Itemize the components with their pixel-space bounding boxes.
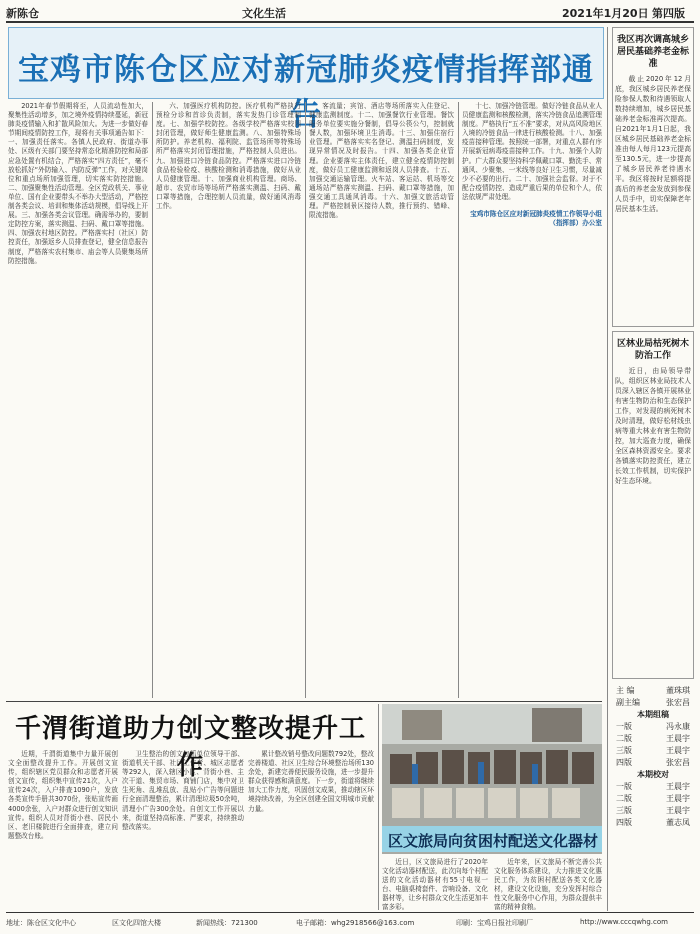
footer-web-link[interactable]: http://www.cccqwhg.com <box>580 918 668 926</box>
sidebar-divider <box>607 27 608 911</box>
notice-column-2 <box>156 102 301 698</box>
credit-heading: 本期校对 <box>637 770 669 779</box>
page-footer <box>6 915 694 929</box>
credit-heading: 本期组稿 <box>637 710 669 719</box>
credit-label: 四版 <box>616 758 632 767</box>
credit-label: 一版 <box>616 782 632 791</box>
credit-row <box>612 685 694 697</box>
notice-text: 客流量；宾馆、酒店等场所落实入住登记、健康监测制度。十二、加强餐饮行业管理。餐饮服务单位要实施分餐制，倡导公筷公勺，控制就餐人数，加强环境卫生消毒。十三、加强住宿行业管理。严格落实实名登记、测温扫码制度，发现异常情况及时报告。十四、加强各类企业管理。企业要落实主体责任，建立健全疫情防控制度，做好员工健康监测和返岗人员排查。十五、加强交通运输管理。火车站、客运站、机场等交通场站严格落实测温、扫码、戴口罩等措施，加强交通工具通风消毒。十六、加强文旅活动管理。严格控制景区接待人数，推行预约、错峰、限流措施。 <box>309 102 454 220</box>
main-title: 宝鸡市陈仓区应对新冠肺炎疫情指挥部通告 <box>18 52 594 133</box>
page-header <box>6 4 694 20</box>
photo-story-column-1 <box>382 858 488 912</box>
sidebar-story-2-title: 区林业局枯死树木防治工作 <box>616 339 689 361</box>
credit-label: 三版 <box>616 746 632 755</box>
notice-column-1 <box>8 102 148 698</box>
notice-column-3 <box>309 102 454 698</box>
credit-name: 王晨宇 <box>666 806 690 815</box>
credit-row <box>612 745 694 757</box>
sidebar-paragraph: 截止2020年12月底，我区城乡居民养老保险参保人数和待遇领取人数持续增加，城乡居民基础养老金标准再次提高。自2021年1月1日起，我区城乡居民基础养老金标准由每人每月123元提高至130.5元，进一步提高了城乡居民养老待遇水平。我区将按时足额将提高后的养老金发放到参保人员手中，切实保障老年居民基本生活。 <box>615 75 691 213</box>
notice-signature: 宝鸡市陈仓区应对新冠肺炎疫情工作领导小组（指挥部）办公室 <box>470 210 602 228</box>
footer-phone: 新闻热线：721300 <box>196 919 258 927</box>
credit-label: 二版 <box>616 794 632 803</box>
story2-text: 累计整改销号整改问题数792处，整改完善楼道、社区卫生综合环境整治场所130余处，新建完善便民服务设施，进一步提升群众获得感和满意度。下一步，街道将继续加大工作力度，巩固创文成果，推动辖区环境持续改善，为全区创建全国文明城市贡献力量。 <box>248 750 374 813</box>
photo-story-text: 近日，区文旅局进行了2020年文化活动器材配送，此次向每个村配送的文化活动器材有55寸电视一台、电脑桌椅套件、音响设备、文化器材等，让乡村群众文化生活更加丰富多彩。 <box>382 858 488 912</box>
credit-label: 一版 <box>616 722 632 731</box>
section-name: 文化生活 <box>242 7 286 20</box>
editorial-credits <box>612 685 694 829</box>
story2-column-1 <box>8 750 118 910</box>
credit-name: 王晨宇 <box>666 734 690 743</box>
footer-email: 电子邮箱：whg2918566@163.com <box>296 919 415 927</box>
paper-name: 新陈仓 <box>6 7 39 20</box>
credit-row <box>612 721 694 733</box>
column-divider <box>458 102 459 698</box>
credit-label: 副主编 <box>616 698 640 707</box>
credit-row <box>612 817 694 829</box>
credit-row <box>612 793 694 805</box>
sidebar <box>612 27 694 928</box>
footer-rule <box>6 912 694 913</box>
story2-text: 卫生整治的创文包抓单位领导干部、街道机关干部、社区工作者、城区志愿者等292人，深入辖区小区、背街小巷、主次干道、集贸市场、商铺门店，集中对卫生死角、乱堆乱放、乱贴小广告等问题进行全面清理整治，累计清理垃圾50余吨，清理小广告300余处。自创文工作开展以来，街道坚持高标准、严要求，持续推动整改落实。 <box>122 750 244 831</box>
section-rule <box>6 701 602 702</box>
credit-name: 张宏昌 <box>666 758 690 767</box>
issue-date: 2021年1月20日 <box>562 7 649 20</box>
photo-story-column-2 <box>494 858 602 912</box>
credit-name: 董志凤 <box>666 818 690 827</box>
credit-row <box>612 781 694 793</box>
credit-name: 王晨宇 <box>666 782 690 791</box>
sidebar-paragraph: 近日，由局领导带队，组织区林业局技术人员深入辖区各镇开展林业有害生物防治和生态保护工作，对发现的病死树木及时清理，做好松材线虫病等重大林业有害生物防控，加大巡查力度，确保全区森林资源安全。要求各镇落实防控责任，建立长效工作机制，切实保护好生态环境。 <box>615 367 691 485</box>
sidebar-story-2 <box>612 331 694 679</box>
sidebar-story-1-text <box>615 74 691 324</box>
photo-story-text: 近年来，区文旅局不断完善公共文化服务体系建设，大力推进文化惠民工作，为贫困村配送各类文化器材，建设文化设施，充分发挥村综合性文化服务中心作用，为群众提供丰富的精神食粮。 <box>494 858 602 912</box>
column-divider <box>152 102 153 698</box>
story2-column-3 <box>248 750 374 910</box>
credit-name: 冯永康 <box>666 722 690 731</box>
sidebar-story-1-title: 我区再次调高城乡居民基础养老金标准 <box>616 35 689 69</box>
sidebar-story-1 <box>612 27 694 327</box>
credit-label: 四版 <box>616 818 632 827</box>
credit-row <box>612 697 694 709</box>
notice-text: 六、加强医疗机构防控。医疗机构严格执行预检分诊和首诊负责制，落实发热门诊管理制度。七、加强学校防控。各级学校严格落实校园封闭管理，做好师生健康监测。八、加强特殊场所防护。养老机构、福利院、监管场所等特殊场所严格落实封闭管理措施，严格控制人员进出。九、加强进口冷链食品防控。严格落实进口冷链食品检验检疫、核酸检测和消毒措施，做好从业人员健康管理。十、加强商业机构管理。商场、超市、农贸市场等场所严格落实测温、扫码、戴口罩等措施，合理控制人员流量，做好通风消毒工作。 <box>156 102 301 211</box>
credit-row <box>612 805 694 817</box>
story2-text: 近期，千渭街道集中力量开展创文全面整改提升工作。开展创文宣传，组织辖区党员群众和志愿者开展创文宣传，组织集中宣传21次，入户宣传24次，入户排查1090户，发放各类宣传手册共3070份，张贴宣传画4000余张，入户对群众进行创文知识宣传。组织人员对背街小巷、居民小区、老旧楼院进行全面排查，建立问题整改台账。 <box>8 750 118 840</box>
column-divider <box>378 704 379 910</box>
credit-name: 张宏昌 <box>666 698 690 707</box>
credit-label: 主 编 <box>616 686 635 695</box>
page-number: 第四版 <box>652 7 685 20</box>
sidebar-story-2-text <box>615 366 691 676</box>
notice-text: 2021年春节假期将至，人员流动性加大，聚集性活动增多，加之境外疫情持续蔓延，新冠肺炎疫情输入和扩散风险加大。为进一步做好春节期间疫情防控工作，现将有关事项通告如下：一、加强责任落实。各镇人民政府、街道办事处、区级有关部门要坚持常态化精准防控和局部应急处置有机结合，严格落实“四方责任”，毫不放松抓好“外防输入、内防反弹”工作，对关键岗位和重点场所加强管理，切实落实防控措施。二、加强聚集性活动管理。全区党政机关、事业单位、国有企业要带头不举办大型活动，严格控制各类会议、培训和集体活动规模，倡导线上开展。三、加强各类会议管理。确需举办的，要制定防控方案，落实测温、扫码、戴口罩等措施。四、加强农村地区防控。严格落实村（社区）防控责任，加强返乡人员排查登记，健全信息报告制度，严格落实农村集市、庙会等人员聚集场所防控措施。 <box>8 102 148 265</box>
footer-office: 区文化四馆大楼 <box>112 919 161 927</box>
news-photo <box>382 704 602 854</box>
notice-column-4 <box>462 102 602 698</box>
photo-caption: 区文旅局向贫困村配送文化器材 <box>388 832 599 850</box>
credit-name: 王晨宇 <box>666 746 690 755</box>
notice-text: 十七、加强冷链管理。做好冷链食品从业人员健康监测和核酸检测，落实冷链食品追溯管理制度。严格执行“五不准”要求，对从高风险地区入境的冷链食品一律进行核酸检测。十八、加强疫苗接种管理。按照统一部署，对重点人群有序开展新冠病毒疫苗接种工作。十九、加强个人防护。广大群众要坚持科学佩戴口罩、勤洗手、常通风、少聚集、一米线等良好卫生习惯，尽量减少不必要的出行。二十、加强社会监督。对于不配合疫情防控、造成严重后果的单位和个人，依法依规严肃处理。 <box>462 102 602 201</box>
credit-row <box>612 757 694 769</box>
header-rule <box>6 21 694 23</box>
main-title-band <box>8 27 604 133</box>
credit-label: 三版 <box>616 806 632 815</box>
credit-row <box>612 733 694 745</box>
credit-name: 董珠琪 <box>666 686 690 695</box>
footer-address: 地址：陈仓区文化中心 <box>6 919 76 927</box>
credit-name: 王晨宇 <box>666 794 690 803</box>
column-divider <box>305 102 306 698</box>
story2-title: 千渭街道助力创文整改提升工作 <box>14 714 366 781</box>
footer-print: 印刷：宝鸡日报社印刷厂 <box>456 919 533 927</box>
story2-column-2 <box>122 750 244 910</box>
credit-label: 二版 <box>616 734 632 743</box>
